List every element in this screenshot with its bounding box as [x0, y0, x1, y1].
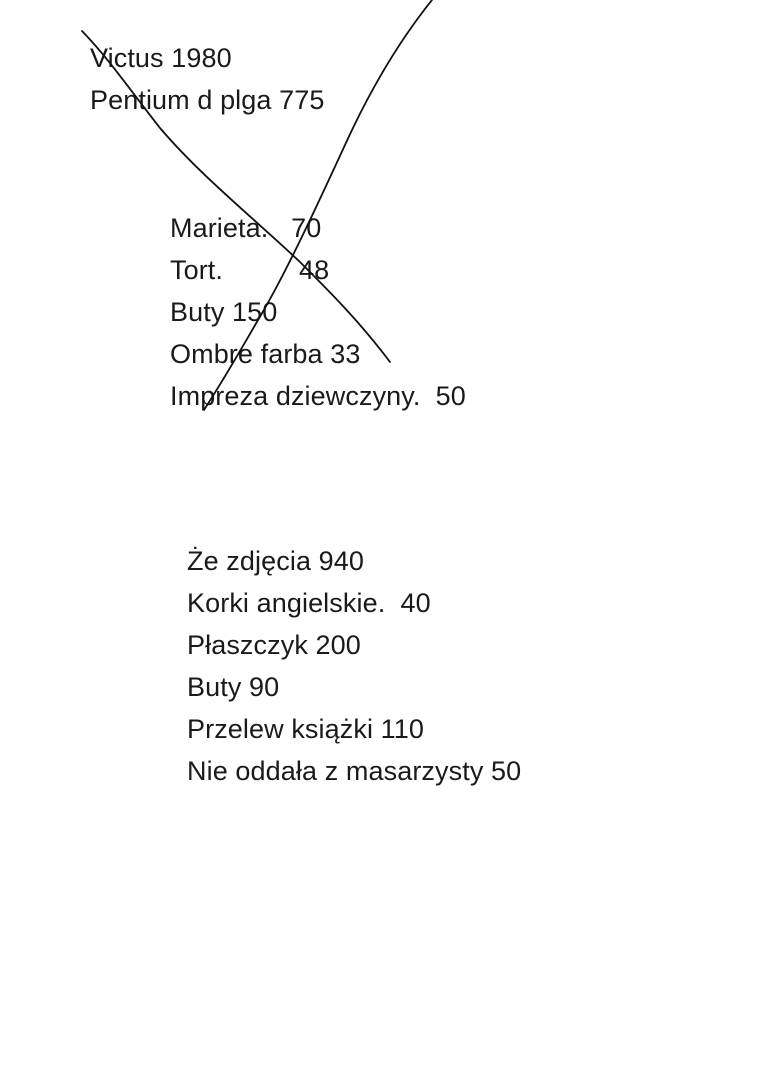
note-line: Korki angielskie. 40 [187, 588, 431, 618]
note-line: Impreza dziewczyny. 50 [170, 381, 466, 411]
note-line: Buty 90 [187, 672, 280, 702]
note-line: Płaszczyk 200 [187, 630, 361, 660]
top-section [90, 37, 324, 121]
note-line: Buty 150 [170, 297, 278, 327]
note-line: Że zdjęcia 940 [187, 546, 365, 576]
note-line: Victus 1980 [90, 43, 232, 73]
note-line: Tort. 48 [170, 255, 330, 285]
note-line: Marieta. 70 [170, 213, 322, 243]
note-line: Pentium d plga 775 [90, 85, 325, 115]
bottom-section [187, 540, 521, 792]
note-line: Nie oddała z masarzysty 50 [187, 756, 522, 786]
middle-section [170, 207, 466, 417]
note-line: Ombre farba 33 [170, 339, 361, 369]
note-line: Przelew książki 110 [187, 714, 424, 744]
